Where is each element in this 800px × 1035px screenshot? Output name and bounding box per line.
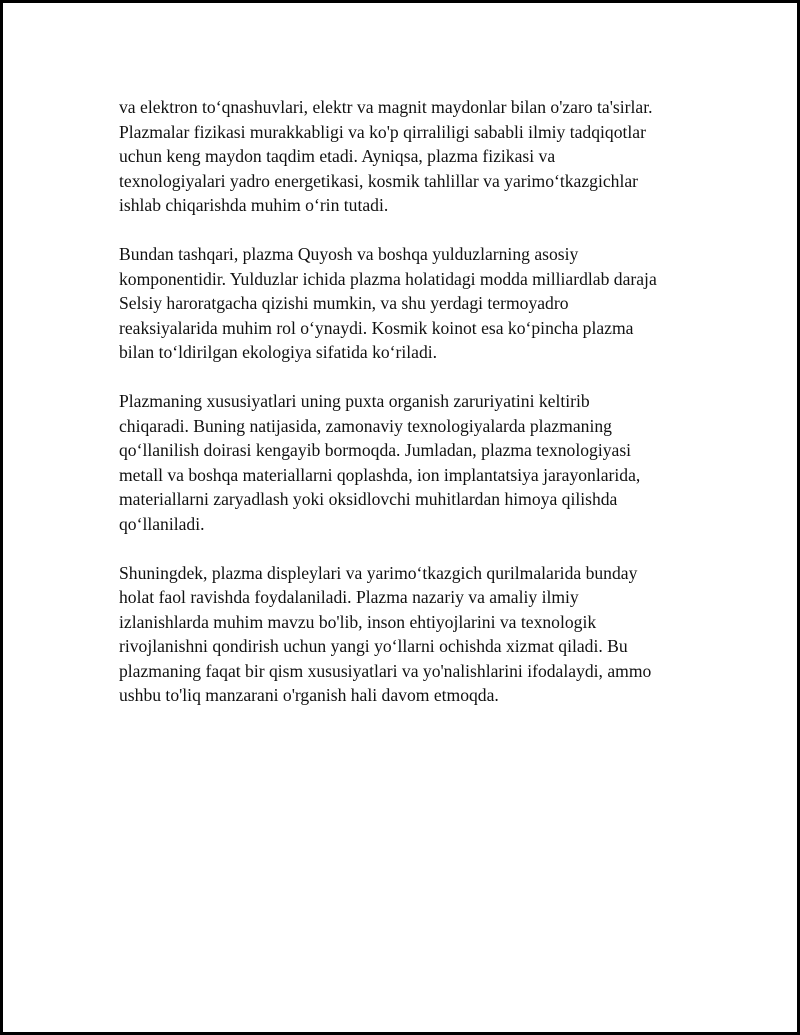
text-line: va elektron to‘qnashuvlari, elektr va magnit maydonlar bilan o'zaro ta'sirlar. (119, 97, 653, 117)
text-line: ushbu to'liq manzarani o'rganish hali davom etmoqda. (119, 685, 499, 705)
document-body (119, 95, 709, 732)
text-line: materiallarni zaryadlash yoki oksidlovchi muhitlardan himoya qilishda (119, 489, 618, 509)
text-line: izlanishlarda muhim mavzu bo'lib, inson ehtiyojlarini va texnologik (119, 611, 597, 632)
text-line: uchun keng maydon taqdim etadi. Ayniqsa, plazma fizikasi va (119, 146, 556, 166)
paragraph-2 (119, 242, 709, 365)
text-line: rivojlanishni qondirish uchun yangi yo‘llarni ochishda xizmat qiladi. Bu (119, 636, 628, 656)
text-line: chiqaradi. Buning natijasida, zamonaviy texnologiyalarda plazmaning (119, 415, 612, 436)
text-line: bilan to‘ldirilgan ekologiya sifatida ko‘riladi. (119, 342, 438, 362)
text-line: Selsiy haroratgacha qizishi mumkin, va shu yerdagi termoyadro (119, 293, 569, 313)
text-line: Plazmaning xususiyatlari uning puxta organish zaruriyatini keltirib (119, 391, 590, 411)
text-line: qo‘llanilish doirasi kengayib bormoqda. Jumladan, plazma texnologiyasi (119, 440, 632, 460)
text-line: Shuningdek, plazma displeylari va yarimo‘tkazgich qurilmalarida bunday (119, 562, 638, 583)
text-line: reaksiyalarida muhim rol o‘ynaydi. Kosmik koinot esa ko‘pincha plazma (119, 317, 634, 338)
paragraph-3 (119, 389, 709, 536)
paragraph-1 (119, 95, 709, 218)
text-line: plazmaning faqat bir qism xususiyatlari va yo'nalishlarini ifodalaydi, ammo (119, 660, 652, 681)
paragraph-4 (119, 561, 709, 708)
text-line: Plazmalar fizikasi murakkabligi va ko'p qirraliligi sababli ilmiy tadqiqotlar (119, 121, 646, 142)
text-line: Bundan tashqari, plazma Quyosh va boshqa yulduzlarning asosiy (119, 244, 579, 264)
text-line: qo‘llaniladi. (119, 513, 205, 534)
text-line: ishlab chiqarishda muhim o‘rin tutadi. (119, 195, 389, 215)
text-line: komponentidir. Yulduzlar ichida plazma holatidagi modda milliardlab daraja (119, 268, 657, 289)
text-line: holat faol ravishda foydalaniladi. Plazma nazariy va amaliy ilmiy (119, 587, 579, 607)
text-line: texnologiyalari yadro energetikasi, kosmik tahlillar va yarimo‘tkazgichlar (119, 170, 639, 191)
text-line: metall va boshqa materiallarni qoplashda, ion implantatsiya jarayonlarida, (119, 464, 641, 485)
